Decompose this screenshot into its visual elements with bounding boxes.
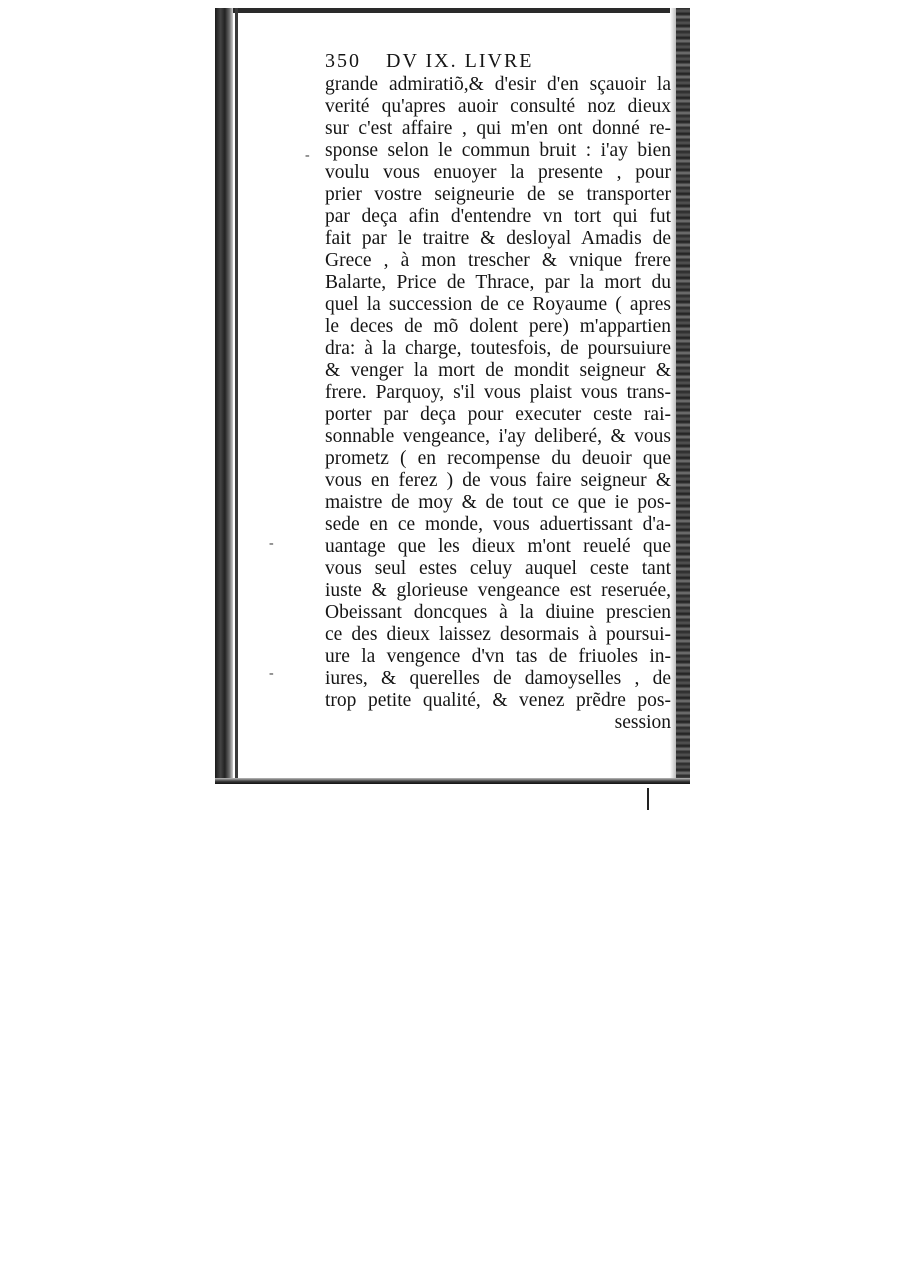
- text-line: vous en ferez ) de vous faire seigneur &: [325, 470, 671, 491]
- text-line: par deça afin d'entendre vn tort qui fut: [325, 206, 671, 227]
- margin-dash-mark: -: [305, 148, 310, 163]
- page-edge-bottom: [215, 778, 690, 784]
- text-line: quel la succession de ce Royaume ( apres: [325, 294, 671, 315]
- text-line: porter par deça pour executer ceste rai-: [325, 404, 671, 425]
- text-line: ce des dieux laissez desormais à poursui-: [325, 624, 671, 645]
- text-line: prier vostre seigneurie de se transporter: [325, 184, 671, 205]
- text-line: maistre de moy & de tout ce que ie pos-: [325, 492, 671, 513]
- margin-dash-mark: -: [269, 536, 274, 551]
- stray-mark: [647, 788, 649, 810]
- text-line: le deces de mõ dolent pere) m'appartien: [325, 316, 671, 337]
- text-line: Grece , à mon trescher & vnique frere: [325, 250, 671, 271]
- running-head: [325, 50, 625, 73]
- text-line: prometz ( en recompense du deuoir que: [325, 448, 671, 469]
- page-edge-left-rule: [235, 8, 238, 784]
- page-edge-right: [676, 8, 690, 784]
- text-line: sede en ce monde, vous aduertissant d'a-: [325, 514, 671, 535]
- text-line: trop petite qualité, & venez prẽdre pos-: [325, 690, 671, 711]
- text-line: Obeissant doncques à la diuine prescien: [325, 602, 671, 623]
- page-edge-left: [215, 8, 233, 784]
- text-line: grande admiratiõ,& d'esir d'en sçauoir la: [325, 74, 671, 95]
- text-line: iuste & glorieuse vengeance est reseruée,: [325, 580, 671, 601]
- text-line: sonnable vengeance, i'ay deliberé, & vous: [325, 426, 671, 447]
- text-line: frere. Parquoy, s'il vous plaist vous trans-: [325, 382, 671, 403]
- text-line: voulu vous enuoyer la presente , pour: [325, 162, 671, 183]
- scanned-page: [215, 8, 690, 784]
- text-line: Balarte, Price de Thrace, par la mort du: [325, 272, 671, 293]
- text-line: ure la vengence d'vn tas de friuoles in-: [325, 646, 671, 667]
- text-line: sur c'est affaire , qui m'en ont donné re-: [325, 118, 671, 139]
- text-line: uantage que les dieux m'ont reuelé que: [325, 536, 671, 557]
- text-line: vous seul estes celuy auquel ceste tant: [325, 558, 671, 579]
- catchword: session: [614, 712, 671, 733]
- text-line: iures, & querelles de damoyselles , de: [325, 668, 671, 689]
- text-line: dra: à la charge, toutesfois, de poursuiure: [325, 338, 671, 359]
- page-number: 350: [325, 50, 361, 72]
- text-line: & venger la mort de mondit seigneur &: [325, 360, 671, 381]
- page-edge-top: [215, 8, 690, 13]
- book-title-head: DV IX. LIVRE: [386, 50, 534, 72]
- text-line: sponse selon le commun bruit : i'ay bien: [325, 140, 671, 161]
- margin-dash-mark: -: [269, 666, 274, 681]
- text-line: verité qu'apres auoir consulté noz dieux: [325, 96, 671, 117]
- text-line: fait par le traitre & desloyal Amadis de: [325, 228, 671, 249]
